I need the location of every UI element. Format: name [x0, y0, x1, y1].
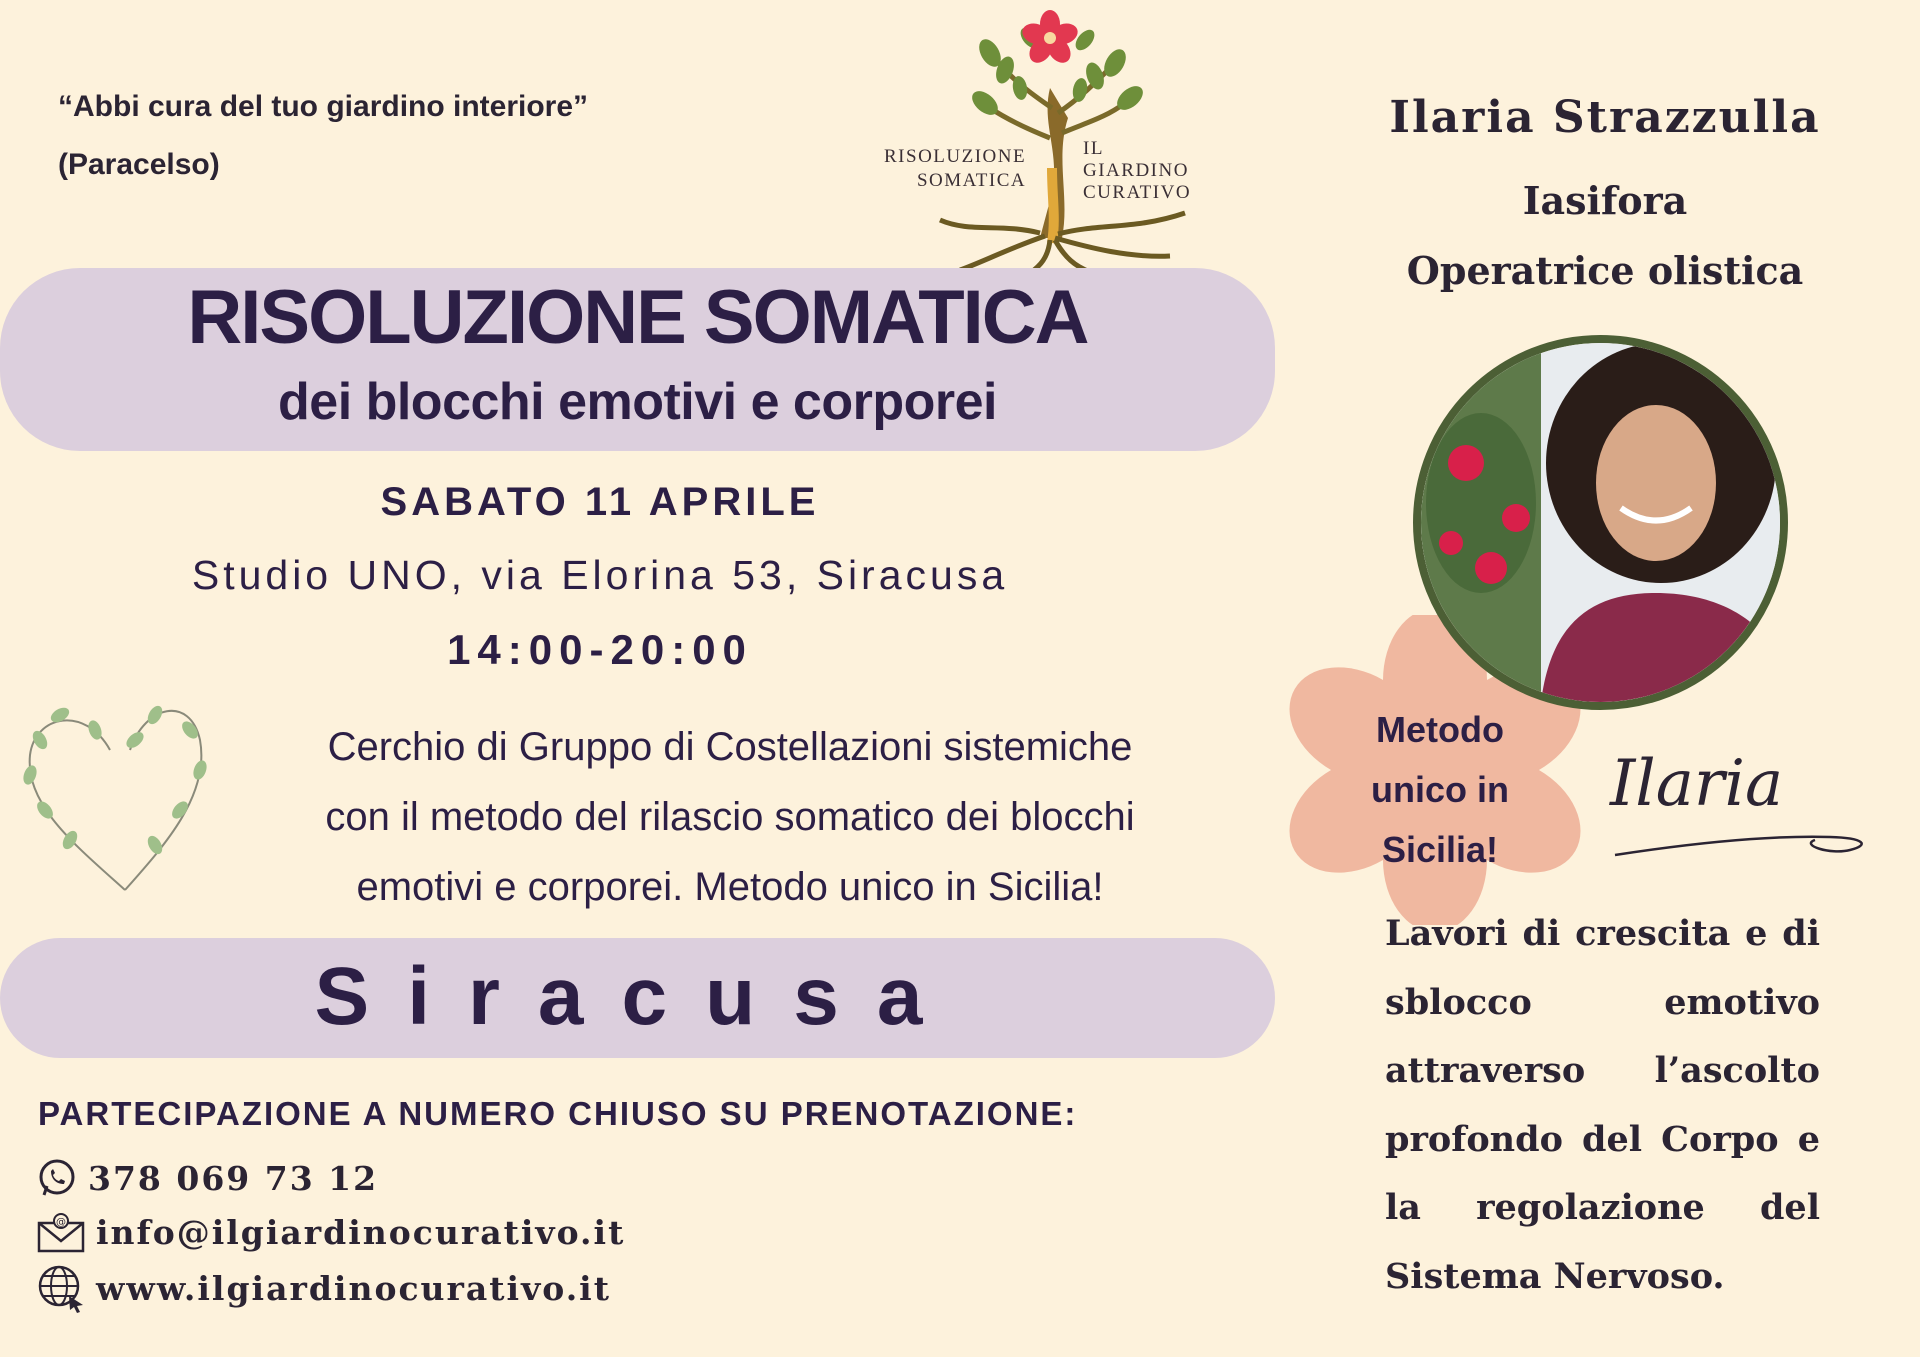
- logo-right-line3: CURATIVO: [1083, 182, 1192, 203]
- badge-line3: Sicilia!: [1381, 829, 1499, 870]
- method-badge: [1330, 700, 1550, 880]
- whatsapp-icon: [36, 1157, 78, 1199]
- operator-photo: [1413, 335, 1788, 710]
- logo-right-line2: GIARDINO: [1083, 160, 1189, 181]
- website-url[interactable]: www.ilgiardinocurativo.it: [96, 1268, 611, 1308]
- badge-line1: Metodo: [1376, 709, 1504, 750]
- svg-text:@: @: [56, 1217, 66, 1228]
- signature: [1600, 695, 1880, 875]
- event-date: SABATO 11 APRILE: [380, 480, 820, 524]
- logo-left-line2: SOMATICA: [916, 170, 1027, 191]
- booking-heading: PARTECIPAZIONE A NUMERO CHIUSO SU PRENOTAZIONE:: [38, 1095, 1078, 1132]
- quote: [58, 78, 588, 194]
- operator-about: Lavori di crescita e di sblocco emotivo attraverso l’ascolto profondo del Corpo e la regolazione del Sistema Nervoso.: [1385, 913, 1820, 1297]
- portrait-image: [1421, 343, 1780, 702]
- website-row: [36, 1262, 611, 1314]
- operator-role2: Operatrice olistica: [1406, 248, 1804, 293]
- mail-icon: [36, 1211, 86, 1253]
- event-title: RISOLUZIONE SOMATICA: [187, 275, 1088, 360]
- operator-role1: Iasifora: [1522, 178, 1688, 223]
- description-line1: Cerchio di Gruppo di Costellazioni sistemiche: [327, 725, 1133, 769]
- event-location: Studio UNO, via Elorina 53, Siracusa: [191, 552, 1009, 598]
- logo-text-right: [1083, 138, 1191, 204]
- description-line3: emotivi e corporei. Metodo unico in Sicilia!: [356, 865, 1104, 909]
- event-description: [205, 712, 1255, 922]
- badge-line2: unico in: [1371, 769, 1509, 810]
- email-address[interactable]: info@ilgiardinocurativo.it: [96, 1212, 626, 1252]
- quote-text: “Abbi cura del tuo giardino interiore”: [58, 90, 589, 123]
- phone-number[interactable]: 378 069 73 12: [88, 1158, 379, 1198]
- event-hours: 14:00-20:00: [447, 626, 753, 673]
- globe-icon: [36, 1263, 86, 1313]
- leaf-heart-icon: [5, 695, 220, 905]
- logo-right-line1: IL: [1083, 138, 1104, 159]
- signature-text: Ilaria: [1610, 747, 1784, 821]
- description-line2: con il metodo del rilascio somatico dei blocchi: [325, 795, 1135, 839]
- operator-name: Ilaria Strazzulla: [1389, 92, 1821, 143]
- event-city: Siracusa: [314, 951, 961, 1042]
- logo-left-line1: RISOLUZIONE: [884, 146, 1027, 167]
- phone-row: [36, 1152, 378, 1204]
- email-row: [36, 1206, 625, 1258]
- quote-author: (Paracelso): [58, 148, 220, 181]
- logo-text-left: [884, 145, 1026, 193]
- event-subtitle: dei blocchi emotivi e corporei: [278, 373, 997, 431]
